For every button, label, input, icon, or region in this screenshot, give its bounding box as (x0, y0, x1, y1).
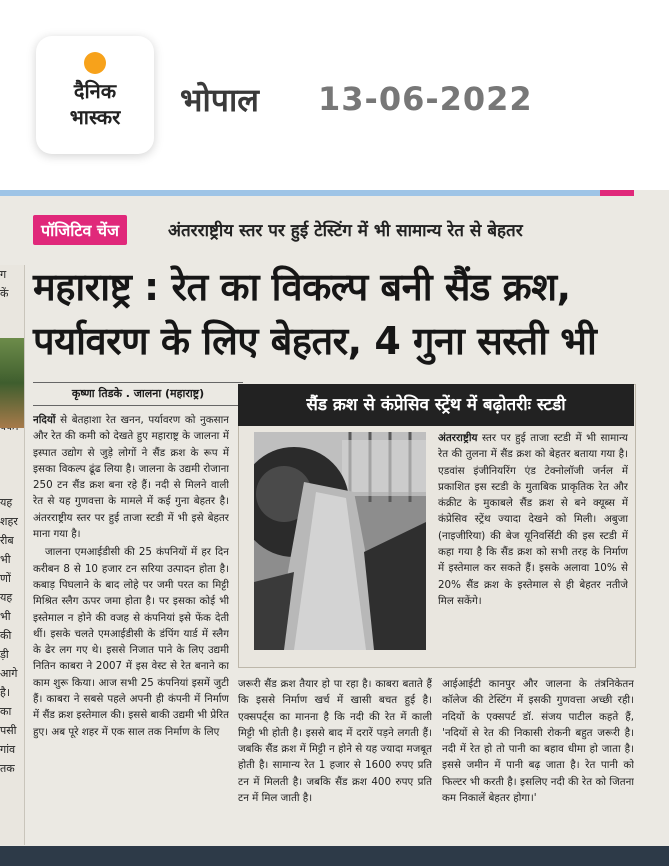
section-tag: पॉजिटिव चेंज (33, 215, 127, 245)
article-kicker: अंतरराष्ट्रीय स्तर पर हुई टेस्टिंग में भी सामान्य रेत से बेहतर (168, 221, 523, 241)
adjacent-text-fragment: णों (0, 572, 11, 585)
adjacent-text-fragment: ड़ी (0, 648, 9, 661)
adjacent-article-photo (0, 338, 24, 428)
adjacent-text-fragment: यह (0, 591, 13, 604)
study-box-title: सैंड क्रश से कंप्रेसिव स्ट्रेंथ में बढ़ोतरीः स्टडी (238, 384, 634, 426)
adjacent-text-fragment (0, 455, 24, 474)
edition-date: 13-06-2022 (318, 80, 533, 118)
adjacent-text-fragment: ग (0, 268, 7, 281)
dainik-bhaskar-logo[interactable] (36, 36, 154, 154)
article-byline: कृष्णा तिडके . जालना (महाराष्ट्र) (33, 382, 243, 406)
logo-text-bhaskar: भास्कर (69, 105, 121, 129)
edition-city: भोपाल (180, 81, 259, 119)
study-box-text (438, 430, 628, 660)
page-header (0, 0, 669, 190)
sun-logo-icon (84, 52, 106, 74)
sand-crush-machine-photo (254, 432, 426, 650)
logo-text-dainik: दैनिक (73, 79, 117, 103)
lead-word: नदियों (33, 414, 56, 426)
adjacent-text-fragment: शहर (0, 515, 18, 528)
adjacent-text-fragment: का (0, 705, 12, 718)
adjacent-text-fragment: की (0, 629, 12, 642)
paragraph-2: जालना एमआईडीसी की 25 कंपनियों में हर दिन करीबन 8 से 10 हजार टन सरिया उत्पादन होता है। कबाड़ पिघलाने के बाद लोहे पर जमी परत का मिट्टी मिश्रित स्लैग ऊपर जमा होता है। पर इसका कोई भी इस्तेमाल न होने की वजह से कंपनियां इसे फेंक देती थीं। इसके चलते एमआईडीसी के डंपिंग यार्ड में स्लैग के ढेर लग गए थे। इससे निजात पाने के लिए उद्यमी नितिन काबरा ने 2007 में इस वेस्ट से रेत बनाने का काम शुरू किया। आज सभी 25 कंपनियां इसमें जुटी हैं। काबरा ने सबसे पहले अपनी ही कंपनी में निर्माण में सैंड क्रश इस्तेमाल की। इससे बाकी उद्यमी भी प्रेरित हुए। अब पूरे शहर में एक साल तक निर्माण के लिए (33, 546, 229, 738)
adjacent-text-fragment: भी (0, 610, 11, 623)
adjacent-text-fragment: भी (0, 553, 11, 566)
paragraph-1: से बेतहाशा रेत खनन, पर्यावरण को नुकसान और रेत की कमी को देखते हुए महाराष्ट्र के जालना में इस्पात उद्योग से जुड़े लोगों ने सैंड क्रश के रूप में इसका विकल्प ढूंढ लिया है। जालना के उद्यमी रोजाना 250 टन सैंड क्रश बना रहे हैं। नदी से मिलने वाली रेत से यह गुणवत्ता के मामले में कई गुना बेहतर है। अंतरराष्ट्रीय स्तर पर हुई ताजा स्टडी में भी इसे बेहतर माना गया है। (33, 414, 229, 541)
article-column-1 (33, 412, 229, 842)
adjacent-text-fragment: तक (0, 762, 15, 775)
adjacent-text-fragment: पसी (0, 724, 17, 737)
page-bottom-band (0, 846, 669, 866)
adjacent-text-fragment (0, 436, 24, 455)
adjacent-text-fragment: है। (0, 686, 11, 699)
top-rule-blue (0, 190, 600, 196)
machine-photo-illustration (254, 432, 426, 650)
adjacent-text-fragment: रीब (0, 534, 14, 547)
adjacent-text-fragment: गांव (0, 743, 16, 756)
adjacent-text-fragment: आगे (0, 667, 18, 680)
top-rule-pink (600, 190, 634, 196)
article-column-3: आईआईटी कानपुर और जालना के तंत्रनिकेतन कॉलेज की टेस्टिंग में इसकी गुणवत्ता अच्छी रही। नदियों के एक्सपर्ट डॉ. संजय पाटील कहते हैं, 'नदियों से रेत की निकासी रोकनी बहुत जरूरी है। नदी में रेत हो तो पानी का बहाव धीमा हो जाता है। इससे जमीन में पानी बढ़ जाता है। रेत पानी को फिल्टर भी करती है। इसलिए नदी की रेत को जितना कम निकालें बेहतर होगा।' (442, 678, 634, 805)
adjacent-text-fragment (0, 303, 24, 322)
article-column-2: जरूरी सैंड क्रश तैयार हो पा रहा है। काबरा बताते हैं कि इससे निर्माण खर्च में खासी बचत हुई है। एक्सपर्ट्स का मानना है कि नदी की रेत में काली मिट्टी भी होती है। इससे बाद में दरारें पड़ने लगती हैं। जबकि सैंड क्रश में मिट्टी न होने से यह ज्यादा मजबूत होती है। सामान्य रेत 1 हजार से 1600 रुपए प्रति टन में मिलती है। जबकि सैंड क्रश 400 रुपए प्रति टन में मिल जाती है। (238, 678, 432, 805)
adjacent-text-fragment (0, 474, 24, 493)
box-paragraph: स्तर पर हुई ताजा स्टडी में भी सामान्य रेत की तुलना में सैंड क्रश को बेहतर बताया गया है। एडवांस इंजीनियरिंग एंड टेक्नोलॉजी जर्नल में प्रकाशित इस स्टडी के मुताबिक प्राकृतिक रेत और कंक्रीट के मुकाबले सैंड क्रश से बने क्यूब्स में कंप्रेसिव स्ट्रेंथ ज्यादा देखने को मिली। अबुजा (नाइजीरिया) की बेज यूनिवर्सिटी की इस स्टडी में कहा गया है कि सैंड क्रश को सभी तरह के निर्माण में इस्तेमाल कर सकते हैं। इसके अलावा 10% से 20% सैंड क्रश के इस्तेमाल से ही बेहतर नतीजे मिल सकेंगे। (438, 432, 628, 607)
article-headline: महाराष्ट्र : रेत का विकल्प बनी सैंड क्रश, पर्यावरण के लिए बेहतर, 4 गुना सस्ती भी (33, 265, 597, 363)
adjacent-text-fragment: यह (0, 496, 13, 509)
adjacent-text-fragment: कें (0, 287, 9, 300)
box-lead-word: अंतरराष्ट्रीय (438, 432, 478, 444)
